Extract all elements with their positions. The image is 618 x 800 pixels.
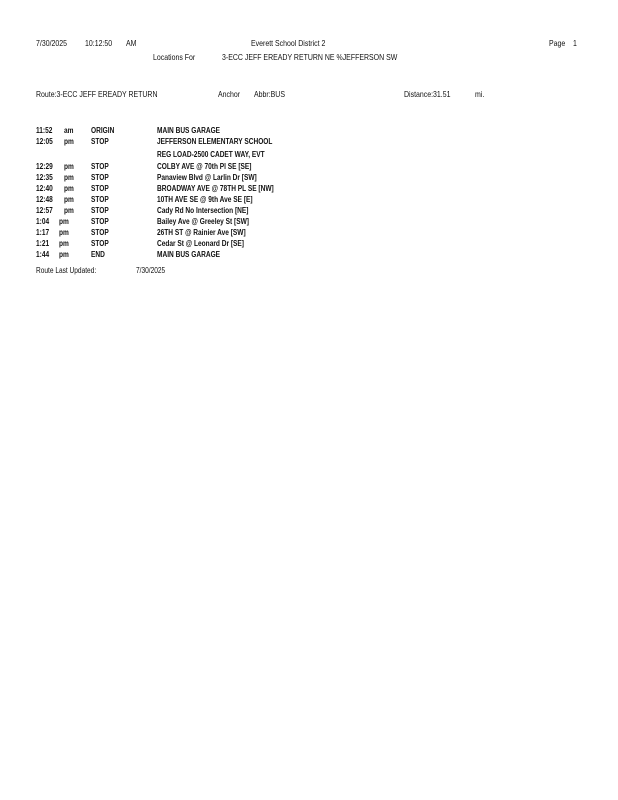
stop-time: 12:29 (36, 162, 53, 171)
page-number: 1 (573, 38, 577, 48)
stop-type: STOP (91, 239, 109, 248)
stop-time: 1:21 (36, 239, 50, 248)
stop-time: 12:57 (36, 206, 53, 215)
stop-location: MAIN BUS GARAGE (157, 250, 221, 259)
stop-ampm: pm (59, 250, 69, 259)
stop-type: ORIGIN (91, 126, 115, 135)
subtitle-prefix: Locations For (153, 52, 196, 62)
stop-ampm: pm (64, 195, 74, 204)
stop-time: 12:48 (36, 195, 53, 204)
stop-type: STOP (91, 184, 109, 193)
stop-ampm: pm (59, 239, 69, 248)
stop-type: STOP (91, 173, 109, 182)
anchor-label: Anchor (218, 89, 241, 99)
stop-ampm: pm (59, 217, 69, 226)
route-updated-date: 7/30/2025 (136, 266, 166, 275)
report-time: 10:12:50 (85, 38, 113, 48)
stop-ampm: pm (64, 137, 74, 146)
stop-time: 12:35 (36, 173, 53, 182)
stop-location: 26TH ST @ Rainier Ave [SW] (157, 228, 246, 237)
report-date: 7/30/2025 (36, 38, 68, 48)
stop-type: STOP (91, 162, 109, 171)
stop-ampm: pm (64, 184, 74, 193)
stop-location: 10TH AVE SE @ 9th Ave SE [E] (157, 195, 253, 204)
stop-location: COLBY AVE @ 70th Pl SE [SE] (157, 162, 252, 171)
abbr-label: Abbr:BUS (254, 89, 285, 99)
stop-time: 1:44 (36, 250, 50, 259)
report-ampm: AM (126, 38, 137, 48)
stop-type: STOP (91, 228, 109, 237)
stop-time: 1:04 (36, 217, 50, 226)
stop-type: STOP (91, 195, 109, 204)
stop-location: BROADWAY AVE @ 78TH PL SE [NW] (157, 184, 274, 193)
stop-ampm: pm (64, 162, 74, 171)
route-updated-label: Route Last Updated: (36, 266, 97, 275)
stop-time: 12:40 (36, 184, 53, 193)
district-name: Everett School District 2 (251, 38, 326, 48)
stop-type: STOP (91, 217, 109, 226)
stop-ampm: pm (64, 206, 74, 215)
stop-location-line2: REG LOAD-2500 CADET WAY, EVT (157, 150, 265, 159)
stop-location: Panaview Blvd @ Larlin Dr [SW] (157, 173, 257, 182)
distance-label: Distance:31.51 (404, 89, 451, 99)
subtitle-route: 3-ECC JEFF EREADY RETURN NE %JEFFERSON SW (222, 52, 398, 62)
stop-location: MAIN BUS GARAGE (157, 126, 221, 135)
page-label: Page (549, 38, 566, 48)
stop-type: STOP (91, 137, 109, 146)
stop-location: Bailey Ave @ Greeley St [SW] (157, 217, 249, 226)
stop-ampm: pm (59, 228, 69, 237)
stop-ampm: am (64, 126, 74, 135)
stop-location: Cedar St @ Leonard Dr [SE] (157, 239, 244, 248)
stop-location: JEFFERSON ELEMENTARY SCHOOL (157, 137, 273, 146)
route-label: Route:3-ECC JEFF EREADY RETURN (36, 89, 158, 99)
stop-type: END (91, 250, 105, 259)
stop-location: Cady Rd No Intersection [NE] (157, 206, 249, 215)
stop-ampm: pm (64, 173, 74, 182)
stop-type: STOP (91, 206, 109, 215)
stop-time: 12:05 (36, 137, 53, 146)
stop-time: 11:52 (36, 126, 53, 135)
stop-time: 1:17 (36, 228, 50, 237)
distance-unit: mi. (475, 89, 485, 99)
